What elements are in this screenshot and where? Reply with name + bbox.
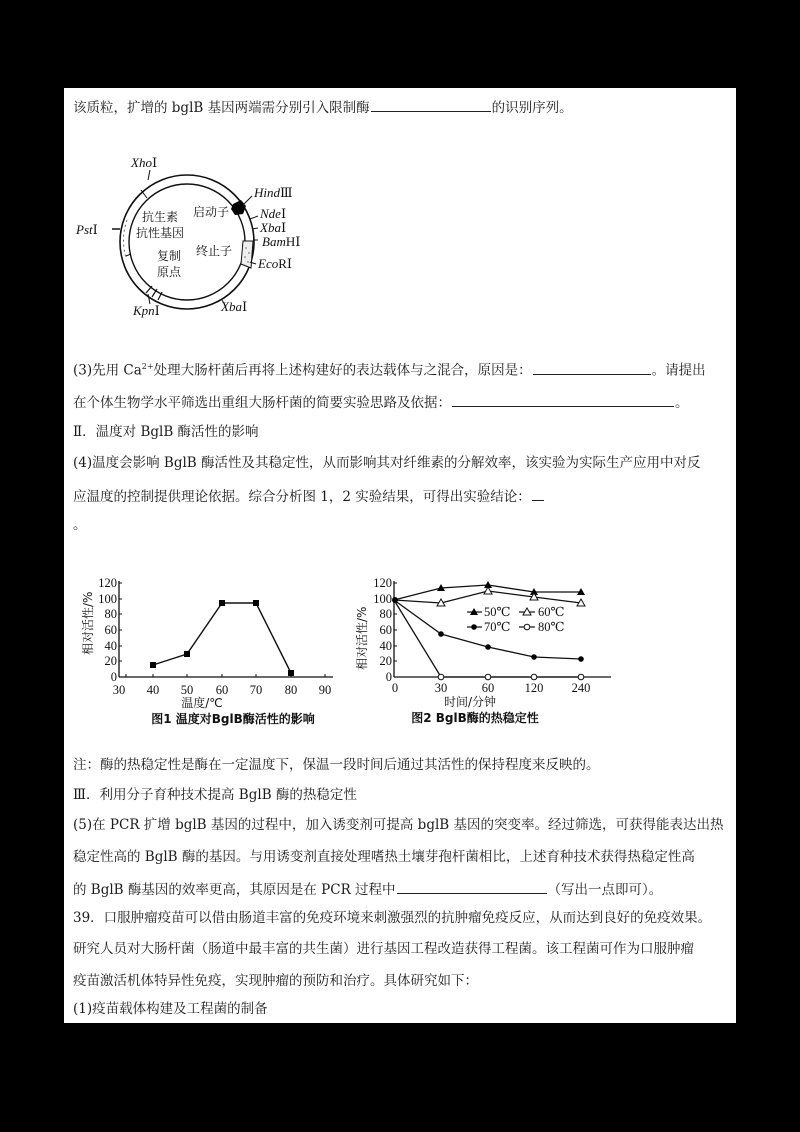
question-3-line-1 (73, 358, 706, 380)
text: 。 (675, 395, 689, 411)
site-label-ecori: EcoRⅠ (258, 256, 293, 271)
y-tick: 60 (379, 623, 392, 637)
note-text: 注：酶的热稳定性是酶在一定温度下，保温一段时间后通过其活性的保持程度来反映的。 (73, 757, 600, 773)
x-tick: 60 (481, 681, 495, 695)
y-tick: 80 (379, 607, 392, 621)
chart-thermal-stability (350, 570, 620, 730)
section-2-heading: Ⅱ．温度对 BglB 酶活性的影响 (73, 424, 259, 440)
site-label-kpni: KpnⅠ (133, 303, 160, 318)
y-tick: 40 (104, 639, 117, 653)
text: 该质粒，扩增的 bglB 基因两端需分别引入限制酶 (73, 100, 370, 116)
y-axis-label: 相对活性/% (355, 606, 369, 670)
x-tick: 30 (434, 681, 448, 695)
site-label-ndei: NdeⅠ (260, 206, 287, 221)
text-line-restriction-sites (73, 98, 573, 117)
label-terminator: 终止子 (196, 244, 233, 258)
legend-70c: 70℃ (484, 620, 511, 634)
y-tick: 60 (104, 623, 117, 637)
y-tick: 20 (104, 654, 117, 668)
site-label-xbai-top: XbaⅠ (260, 220, 287, 235)
question-39-line-1: 39．口服肿瘤疫苗可以借由肠道丰富的免疫环境来刺激强烈的抗肿瘤免疫反应，从而达到良好的免疫效果。 (73, 910, 712, 926)
text: (3)先用 Ca (73, 362, 142, 379)
site-label-bamhi: BamHⅠ (262, 234, 301, 249)
chart-legend (467, 605, 565, 634)
text: （写出一点即可）。 (547, 882, 663, 898)
site-label-xhoi: XhoⅠ (131, 155, 158, 170)
label-antibiotic-1: 抗生素 (142, 210, 179, 224)
y-tick: 100 (98, 592, 117, 606)
x-tick: 70 (249, 683, 263, 697)
question-4-line-1: (4)温度会影响 BglB 酶活性及其稳定性，从而影响其对纤维素的分解效率，该实验为实际生产应用中对反 (73, 455, 701, 471)
x-tick: 240 (571, 681, 591, 695)
x-tick: 0 (391, 681, 399, 695)
document-page (64, 88, 736, 1023)
x-tick: 120 (524, 681, 544, 695)
legend-50c: 50℃ (484, 605, 511, 619)
question-3-line-2 (73, 393, 689, 412)
x-tick: 80 (284, 683, 298, 697)
text: 在个体生物学水平筛选出重组大肠杆菌的简要实验思路及依据： (73, 395, 451, 411)
y-tick: 40 (379, 639, 392, 653)
chart-temperature-activity (70, 570, 340, 730)
label-ori-1: 复制 (157, 249, 182, 263)
site-label-psti: PstⅠ (76, 222, 98, 237)
question-39-line-2: 研究人员对大肠杆菌（肠道中最丰富的共生菌）进行基因工程改造获得工程菌。该工程菌可作为口服肿瘤 (73, 941, 694, 957)
question-5-line-1: (5)在 PCR 扩增 bglB 基因的过程中，加入诱变剂可提高 bglB 基因的突变率。经过筛选，可获得能表达出热 (73, 817, 724, 833)
y-tick: 120 (373, 576, 392, 590)
y-tick: 20 (379, 654, 392, 668)
y-tick: 0 (385, 670, 392, 684)
answer-blank[interactable] (452, 393, 674, 407)
answer-blank[interactable] (397, 880, 547, 894)
answer-blank[interactable] (533, 361, 651, 375)
label-antibiotic-2: 抗性基因 (136, 226, 185, 240)
chart-title: 图2 BglB酶的热稳定性 (411, 711, 539, 725)
site-label-xbai-bottom: XbaⅠ (221, 299, 248, 314)
y-axis-label: 相对活性/% (81, 591, 95, 655)
section-3-heading: Ⅲ．利用分子育种技术提高 BglB 酶的热稳定性 (73, 787, 357, 803)
x-tick: 60 (215, 683, 229, 697)
question-39-line-3: 疫苗激活机体特异性免疫，实现肿瘤的预防和治疗。具体研究如下： (73, 973, 478, 989)
superscript: 2+ (141, 362, 154, 371)
y-tick: 120 (98, 576, 117, 590)
y-tick: 100 (373, 592, 392, 606)
text: 的识别序列。 (491, 100, 573, 116)
question-39-subheading: (1)疫苗载体构建及工程菌的制备 (73, 1001, 268, 1017)
answer-blank[interactable] (371, 98, 491, 112)
x-axis-label: 时间/分钟 (443, 695, 497, 709)
answer-blank[interactable] (532, 487, 544, 501)
y-tick: 0 (110, 670, 117, 684)
question-4-line-3: 。 (73, 517, 87, 533)
x-tick: 50 (180, 683, 194, 697)
plasmid-diagram (70, 140, 330, 330)
y-tick: 80 (104, 607, 117, 621)
question-4-line-2 (73, 487, 545, 506)
x-tick: 30 (112, 683, 126, 697)
text: 。请提出 (651, 362, 706, 379)
chart-title: 图1 温度对BglB酶活性的影响 (151, 712, 315, 726)
question-5-line-3 (73, 880, 662, 899)
text: 应温度的控制提供理论依据。综合分析图 1，2 实验结果，可得出实验结论： (73, 489, 531, 505)
label-promoter: 启动子 (193, 205, 230, 219)
question-5-line-2: 稳定性高的 BglB 酶的基因。与用诱变剂直接处理嗜热土壤芽孢杆菌相比，上述育种技术获得热稳定性高 (73, 849, 695, 865)
legend-60c: 60℃ (538, 605, 565, 619)
series-line (153, 603, 291, 673)
label-ori-2: 原点 (157, 265, 182, 279)
text: 处理大肠杆菌后再将上述构建好的表达载体与之混合，原因是： (153, 362, 532, 379)
x-tick: 40 (146, 683, 160, 697)
text: 的 BglB 酶基因的效率更高，其原因是在 PCR 过程中 (73, 882, 396, 898)
x-tick: 90 (318, 683, 332, 697)
site-label-hindiii: HindⅢ (254, 185, 293, 200)
legend-80c: 80℃ (538, 620, 565, 634)
x-axis-label: 温度/℃ (181, 696, 223, 710)
